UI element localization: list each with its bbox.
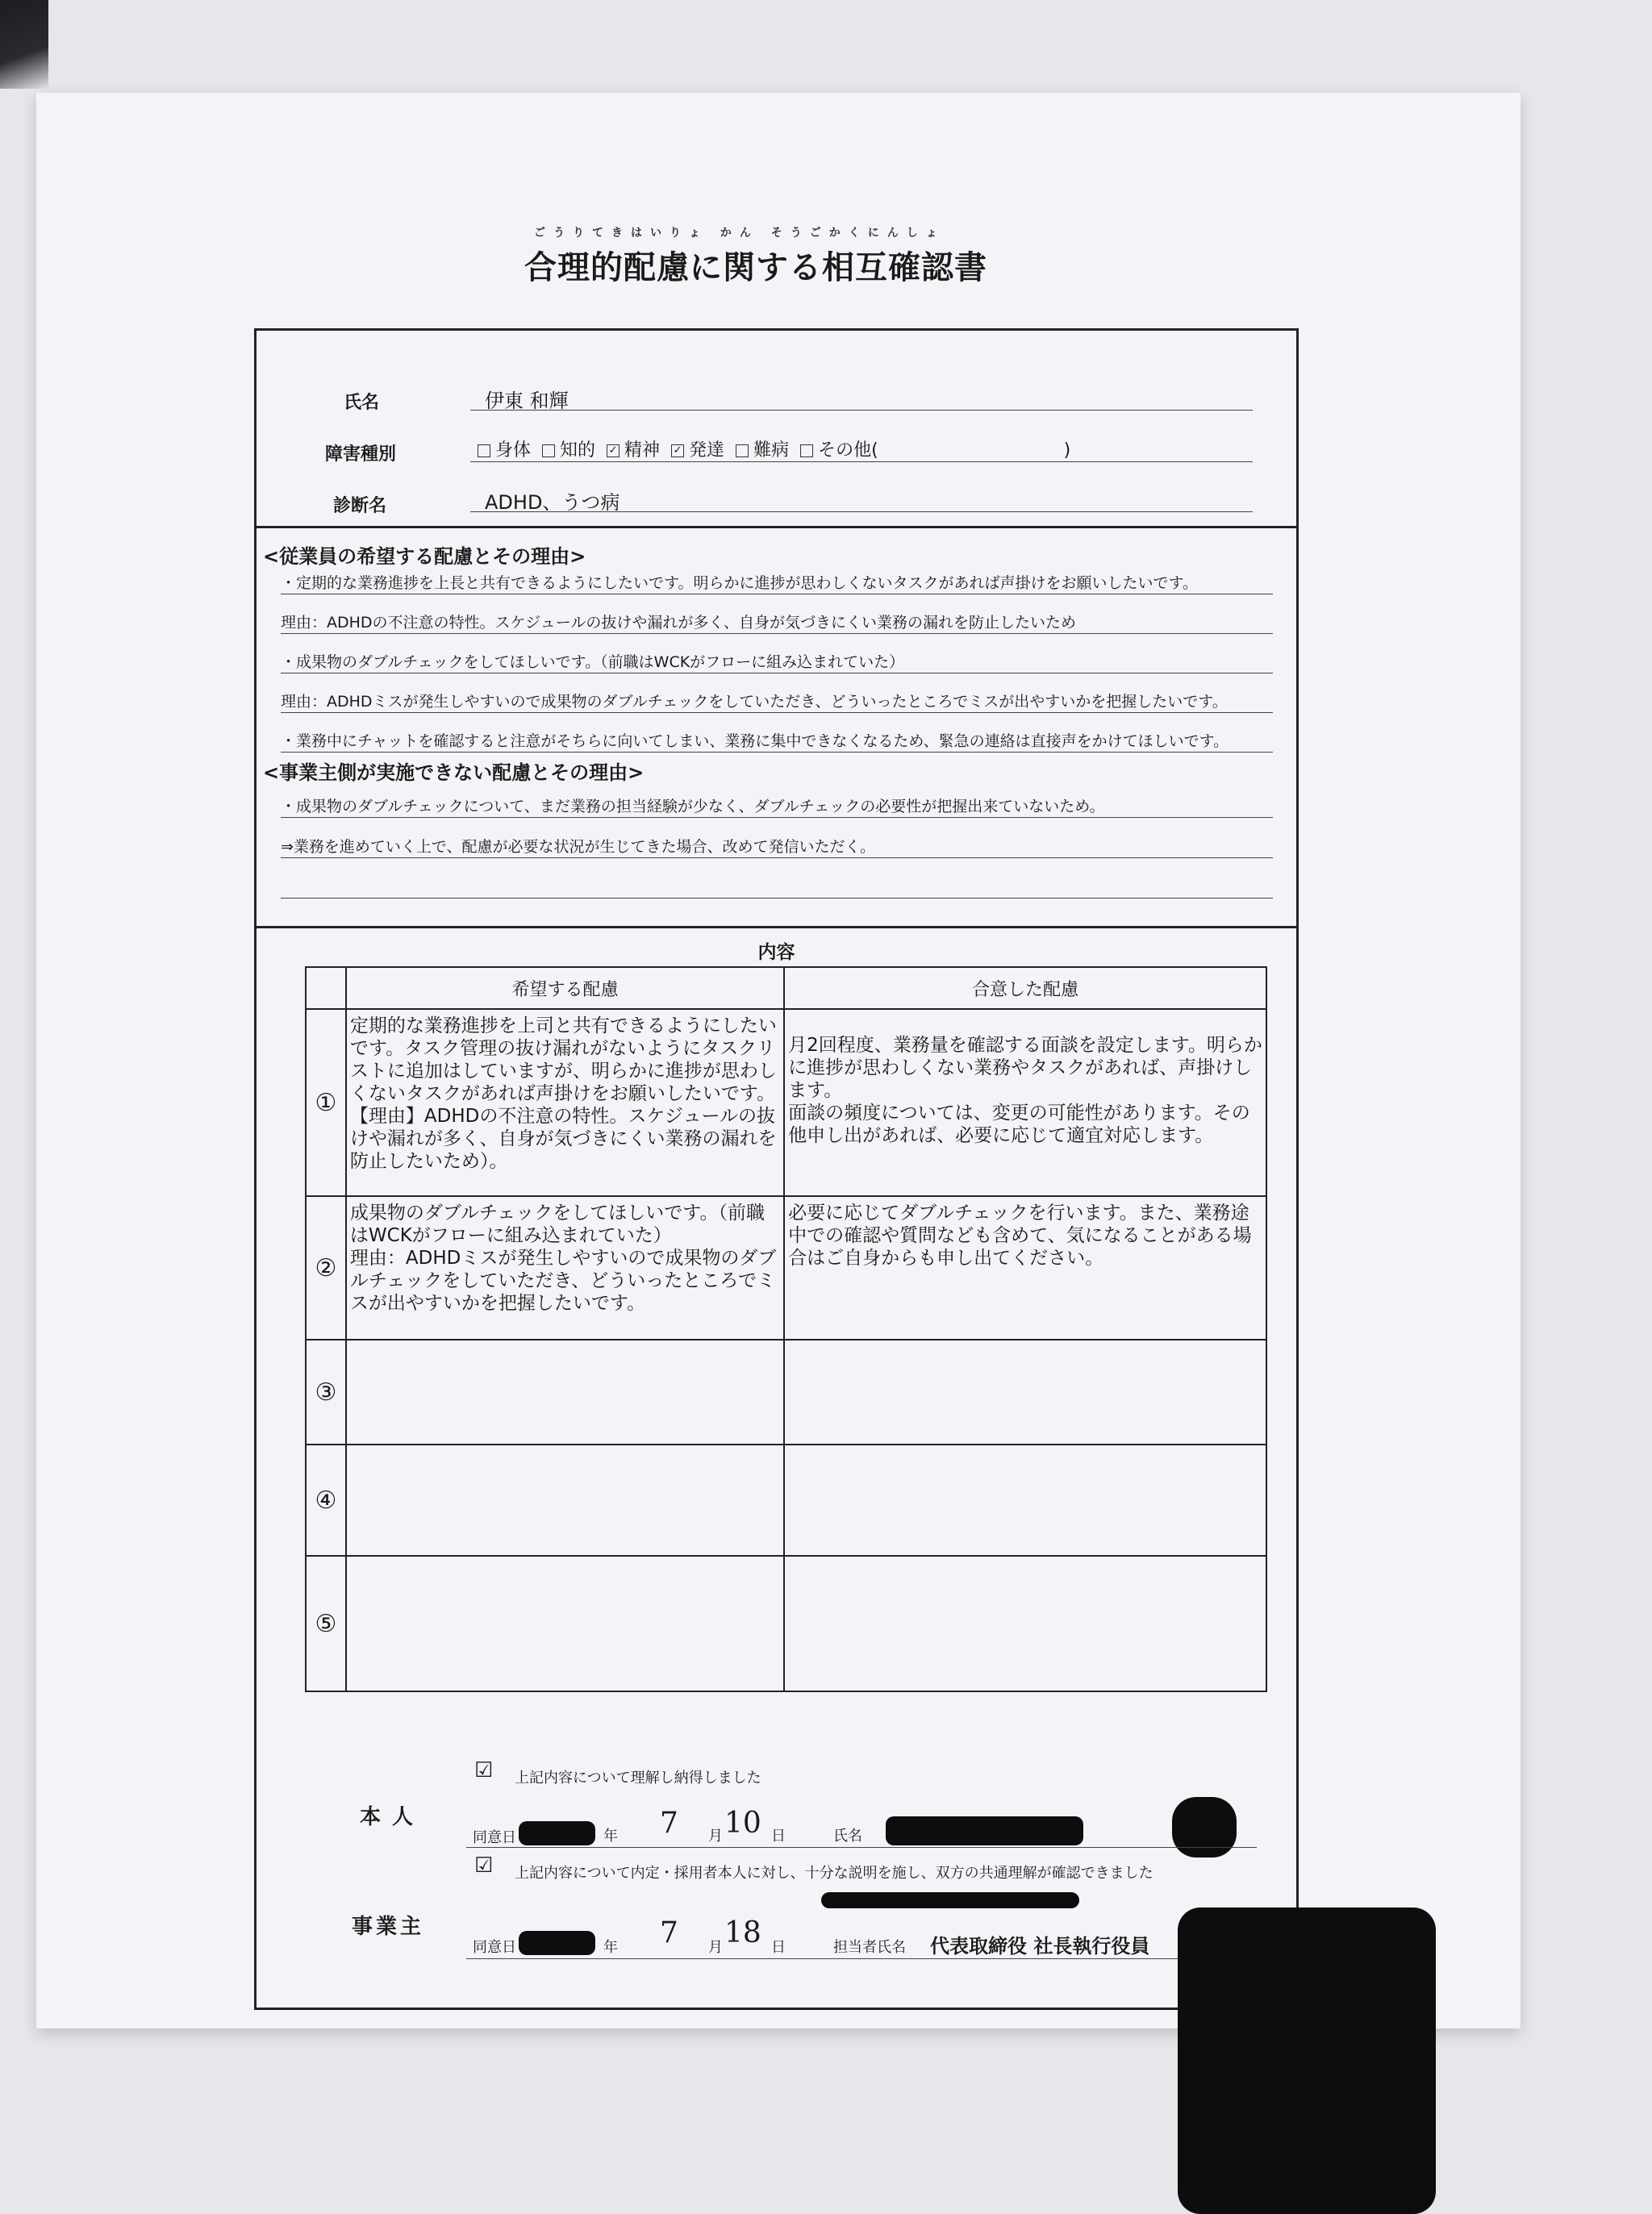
row-number: ④ bbox=[306, 1445, 346, 1556]
self-date-redaction bbox=[519, 1821, 595, 1845]
section-line: ・成果物のダブルチェックをしてほしいです。（前職はWCKがフローに組み込まれていた） bbox=[281, 653, 905, 671]
employer-checkbox[interactable]: ☑ bbox=[474, 1853, 494, 1878]
disability-option[interactable] bbox=[595, 436, 660, 461]
row-number: ③ bbox=[306, 1340, 346, 1445]
employer-day: 日 bbox=[771, 1939, 786, 1956]
background-corner bbox=[0, 0, 48, 89]
employee-section-heading: <従業員の希望する配慮とその理由> bbox=[263, 545, 586, 568]
self-day: 日 bbox=[771, 1828, 786, 1845]
disability-categories bbox=[466, 436, 1070, 461]
self-month-value: 7 bbox=[660, 1807, 678, 1840]
section-line: ・成果物のダブルチェックについて、まだ業務の担当経験が少なく、ダブルチェックの必要性が把握出来ていないため。 bbox=[281, 798, 1105, 815]
disability-option[interactable] bbox=[466, 436, 531, 461]
self-checkbox[interactable]: ☑ bbox=[474, 1758, 494, 1782]
requested-accommodation-cell bbox=[346, 1556, 784, 1691]
table-header-blank bbox=[306, 967, 346, 1009]
self-month: 月 bbox=[708, 1828, 723, 1845]
checkbox-icon[interactable] bbox=[478, 444, 490, 457]
disability-option[interactable] bbox=[660, 436, 724, 461]
employer-day-value: 18 bbox=[724, 1916, 761, 1949]
agreed-accommodation-cell bbox=[784, 1340, 1266, 1445]
diagnosis-value: ADHD、うつ病 bbox=[485, 491, 620, 514]
disability-option-label: 発達 bbox=[689, 440, 725, 461]
table-row bbox=[306, 1556, 1266, 1691]
ruled-line bbox=[281, 857, 1273, 858]
diagnosis-underline bbox=[470, 511, 1253, 512]
agreed-accommodation-cell bbox=[784, 1556, 1266, 1691]
self-statement: 上記内容について理解し納得しました bbox=[515, 1770, 761, 1787]
disability-option-label: 知的 bbox=[560, 440, 596, 461]
employer-label: 事業主 bbox=[352, 1915, 425, 1939]
name-underline bbox=[470, 410, 1253, 411]
section-line: ・定期的な業務進捗を上長と共有できるようにしたいです。明らかに進捗が思わしくないタスクがあれば声掛けをお願いしたいです。 bbox=[281, 574, 1198, 592]
requested-accommodation-cell bbox=[346, 1445, 784, 1556]
ruled-line bbox=[281, 712, 1273, 713]
section-line: ・業務中にチャットを確認すると注意がそちらに向いてしまい、業務に集中できなくなるため、緊急の連絡は直接声をかけてほしいです。 bbox=[281, 732, 1229, 750]
self-year: 年 bbox=[603, 1828, 618, 1845]
checkbox-icon[interactable] bbox=[800, 444, 813, 457]
self-name-redaction bbox=[886, 1816, 1083, 1845]
checkbox-icon[interactable] bbox=[736, 444, 749, 457]
table-row bbox=[306, 1009, 1266, 1196]
agreed-accommodation-cell: 月2回程度、業務量を確認する面談を設定します。明らかに進捗が思わしくない業務やタスクがあれば、声掛けします。 面談の頻度については、変更の可能性があります。その他申し出があれば、必要に応じて適宜対応します。 bbox=[784, 1009, 1266, 1196]
checked-box-icon[interactable]: ✓ bbox=[671, 444, 684, 457]
table-header-row bbox=[306, 967, 1266, 1009]
self-signature-line bbox=[466, 1847, 1257, 1848]
ruled-line bbox=[281, 817, 1273, 818]
self-seal-redaction bbox=[1172, 1797, 1237, 1858]
row-number: ① bbox=[306, 1009, 346, 1196]
checkbox-icon[interactable] bbox=[542, 444, 555, 457]
requested-accommodation-cell: 成果物のダブルチェックをしてほしいです。（前職はWCKがフローに組み込まれていた） 理由：ADHDミスが発生しやすいので成果物のダブルチェックをしていただき、どういったところでミスが出やすいかを把握したいです。 bbox=[346, 1196, 784, 1340]
disability-underline bbox=[470, 461, 1253, 462]
section-line: 理由：ADHDミスが発生しやすいので成果物のダブルチェックをしていただき、どういったところでミスが出やすいかを把握したいです。 bbox=[281, 693, 1228, 711]
section-divider-2 bbox=[257, 926, 1296, 928]
employer-section-heading: <事業主側が実施できない配慮とその理由> bbox=[263, 761, 645, 784]
name-label: 氏名 bbox=[344, 393, 380, 413]
name-value: 伊東 和輝 bbox=[485, 390, 569, 412]
employer-date-redaction bbox=[519, 1931, 595, 1955]
disability-label: 障害種別 bbox=[325, 444, 397, 465]
disability-option-label: 難病 bbox=[753, 440, 790, 461]
table-row bbox=[306, 1445, 1266, 1556]
self-label: 本人 bbox=[360, 1805, 425, 1829]
ruled-line bbox=[281, 898, 1273, 899]
disability-option-label: その他( bbox=[818, 440, 878, 461]
agreed-accommodation-cell bbox=[784, 1445, 1266, 1556]
stamp-redaction bbox=[1178, 1908, 1436, 2214]
requested-accommodation-cell: 定期的な業務進捗を上司と共有できるようにしたいです。タスク管理の抜け漏れがないようにタスクリストに追加はしていますが、明らかに進捗が思わしくないタスクがあれば声掛けをお願いしたいです。 【理由】ADHDの不注意の特性。スケジュールの抜けや漏れが多く、自身が気づきにくい業務の漏れを防止したいため）。 bbox=[346, 1009, 784, 1196]
checked-box-icon[interactable]: ✓ bbox=[607, 444, 620, 457]
section-line: 理由：ADHDの不注意の特性。スケジュールの抜けや漏れが多く、自身が気づきにくい業務の漏れを防止したいため bbox=[281, 614, 1077, 632]
row-number: ② bbox=[306, 1196, 346, 1340]
disability-option-label: 精神 bbox=[624, 440, 661, 461]
manager-label: 担当者氏名 bbox=[833, 1939, 906, 1956]
manager-title: 代表取締役 社長執行役員 bbox=[930, 1934, 1150, 1958]
disability-close-paren: ) bbox=[1063, 440, 1071, 461]
table-header-request: 希望する配慮 bbox=[346, 967, 784, 1009]
table-row bbox=[306, 1196, 1266, 1340]
self-day-value: 10 bbox=[724, 1807, 761, 1840]
employer-month: 月 bbox=[708, 1939, 723, 1956]
self-name-label: 氏名 bbox=[833, 1828, 862, 1845]
table-header-agreed: 合意した配慮 bbox=[784, 967, 1266, 1009]
disability-option[interactable] bbox=[724, 436, 789, 461]
row-number: ⑤ bbox=[306, 1556, 346, 1691]
table-row bbox=[306, 1340, 1266, 1445]
requested-accommodation-cell bbox=[346, 1340, 784, 1445]
section-divider-1 bbox=[257, 526, 1296, 528]
self-date-label: 同意日 bbox=[473, 1829, 516, 1846]
employer-month-value: 7 bbox=[660, 1916, 678, 1949]
disability-option-label: 身体 bbox=[495, 440, 532, 461]
accommodation-table bbox=[305, 966, 1267, 1692]
agreed-accommodation-cell: 必要に応じてダブルチェックを行います。また、業務途中での確認や質問なども含めて、気になることがある場合はご自身からも申し出てください。 bbox=[784, 1196, 1266, 1340]
employer-company-redaction bbox=[821, 1892, 1079, 1908]
disability-option[interactable] bbox=[531, 436, 595, 461]
disability-option[interactable] bbox=[789, 436, 878, 461]
title-ruby: ごうりてきはいりょ かん そうごかくにんしょ bbox=[534, 227, 945, 240]
employer-signature-line bbox=[466, 1958, 1208, 1959]
diagnosis-label: 診断名 bbox=[333, 496, 387, 516]
section-line: ⇒業務を進めていく上で、配慮が必要な状況が生じてきた場合、改めて発信いただく。 bbox=[281, 838, 876, 856]
employer-year: 年 bbox=[603, 1939, 618, 1956]
employer-date-label: 同意日 bbox=[473, 1939, 516, 1956]
ruled-line bbox=[281, 633, 1273, 634]
document-title: ごうりてきはいりょ かん そうごかくにんしょ 合理的配慮に関する相互確認書 bbox=[524, 242, 1041, 288]
ruled-line bbox=[281, 752, 1273, 753]
content-label: 内容 bbox=[757, 942, 795, 963]
employer-statement: 上記内容について内定・採用者本人に対し、十分な説明を施し、双方の共通理解が確認できました bbox=[515, 1865, 1153, 1882]
